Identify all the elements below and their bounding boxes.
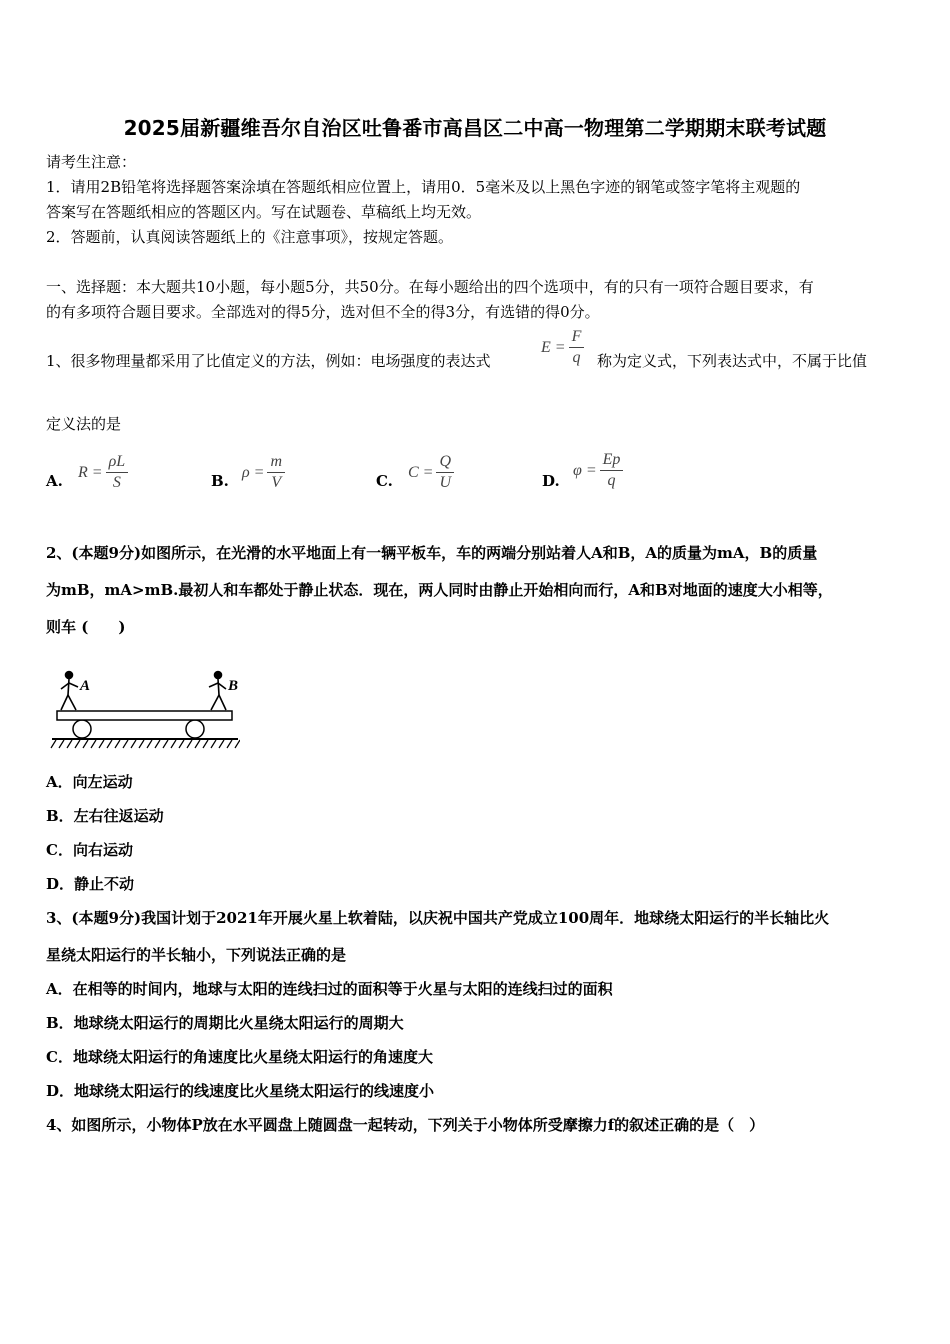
formula-numerator: Ep <box>600 450 624 471</box>
q2-line-2: 为mB，mA>mB.最初人和车都处于静止状态．现在，两人同时由静止开始相向而行，A和B对地面的速度大小相等， <box>46 581 833 599</box>
q3-option-d: D．地球绕太阳运行的线速度比火星绕太阳运行的线速度小 <box>46 1082 435 1100</box>
q1-text-after: 称为定义式，下列表达式中，不属于比值 <box>597 352 868 370</box>
q4-line-1: 4、如图所示，小物体P放在水平圆盘上随圆盘一起转动，下列关于小物体所受摩擦力f的叙述正确的是（ ） <box>46 1116 765 1134</box>
formula-numerator: F <box>569 327 585 348</box>
q1-option-a-label: A. <box>46 472 63 490</box>
q2-option-d: D．静止不动 <box>46 875 135 893</box>
cart-figure <box>50 664 240 750</box>
notice-item-2: 2．答题前，认真阅读答题纸上的《注意事项》，按规定答题。 <box>46 228 454 246</box>
q2-line-1: 2、(本题9分)如图所示，在光滑的水平地面上有一辆平板车，车的两端分别站着人A和B，A的质量为mA，B的质量 <box>46 544 818 562</box>
q3-option-b: B．地球绕太阳运行的周期比火星绕太阳运行的周期大 <box>46 1014 404 1032</box>
formula-lhs: C = <box>408 463 434 481</box>
section-1-line-2: 的有多项符合题目要求。全部选对的得5分，选对但不全的得3分，有选错的得0分。 <box>46 303 600 321</box>
formula-lhs: E = <box>541 338 566 356</box>
formula-numerator: ρL <box>106 452 129 473</box>
notice-item-1-line-1: 1．请用2B铅笔将选择题答案涂填在答题纸相应位置上，请用0．5毫米及以上黑色字迹的钢笔或签字笔将主观题的 <box>46 178 801 196</box>
q2-line-3: 则车 ( ) <box>46 618 126 636</box>
q1-option-a-formula <box>78 452 128 493</box>
formula-denominator: q <box>572 349 581 366</box>
formula-lhs: ρ = <box>242 463 265 481</box>
flatbed <box>57 711 232 720</box>
notice-item-1-line-2: 答案写在答题纸相应的答题区内。写在试题卷、草稿纸上均无效。 <box>46 203 482 221</box>
q3-option-c: C．地球绕太阳运行的角速度比火星绕太阳运行的角速度大 <box>46 1048 433 1066</box>
q1-option-c-label: C. <box>376 472 393 490</box>
formula-denominator: q <box>607 472 616 489</box>
person-a-figure <box>61 672 78 711</box>
q3-option-a: A．在相等的时间内，地球与太阳的连线扫过的面积等于火星与太阳的连线扫过的面积 <box>46 980 613 998</box>
q1-option-d-formula <box>573 450 623 491</box>
q1-option-c-formula <box>408 452 454 493</box>
person-a-label: A <box>80 678 91 694</box>
section-1-line-1: 一、选择题：本大题共10小题，每小题5分，共50分。在每小题给出的四个选项中，有的只有一项符合题目要求，有 <box>46 278 814 296</box>
q3-line-1: 3、(本题9分)我国计划于2021年开展火星上软着陆，以庆祝中国共产党成立100周年．地球绕太阳运行的半长轴比火 <box>46 909 830 927</box>
q1-line-2: 定义法的是 <box>46 415 122 433</box>
q2-option-a: A．向左运动 <box>46 773 133 791</box>
formula-lhs: φ = <box>573 461 597 479</box>
formula-lhs: R = <box>78 463 103 481</box>
person-b-figure <box>209 672 226 711</box>
q1-example-formula <box>541 327 584 368</box>
notice-heading: 请考生注意： <box>46 153 137 171</box>
q1-option-d-label: D. <box>542 472 560 490</box>
q2-option-c: C．向右运动 <box>46 841 133 859</box>
formula-numerator: m <box>267 452 285 473</box>
formula-denominator: U <box>439 474 452 491</box>
q2-option-b: B．左右往返运动 <box>46 807 164 825</box>
q1-option-b-formula <box>242 452 285 493</box>
page-title: 2025届新疆维吾尔自治区吐鲁番市高昌区二中高一物理第二学期期末联考试题 <box>123 116 827 140</box>
q1-option-b-label: B. <box>211 472 229 490</box>
q3-line-2: 星绕太阳运行的半长轴小，下列说法正确的是 <box>46 946 347 964</box>
formula-numerator: Q <box>436 452 454 473</box>
formula-denominator: S <box>112 474 121 491</box>
q1-text-before: 1、很多物理量都采用了比值定义的方法，例如：电场强度的表达式 <box>46 352 491 370</box>
formula-denominator: V <box>271 474 282 491</box>
right-wheel <box>186 720 204 738</box>
person-b-label: B <box>228 678 239 694</box>
left-wheel <box>73 720 91 738</box>
ground-hatching <box>51 740 240 748</box>
